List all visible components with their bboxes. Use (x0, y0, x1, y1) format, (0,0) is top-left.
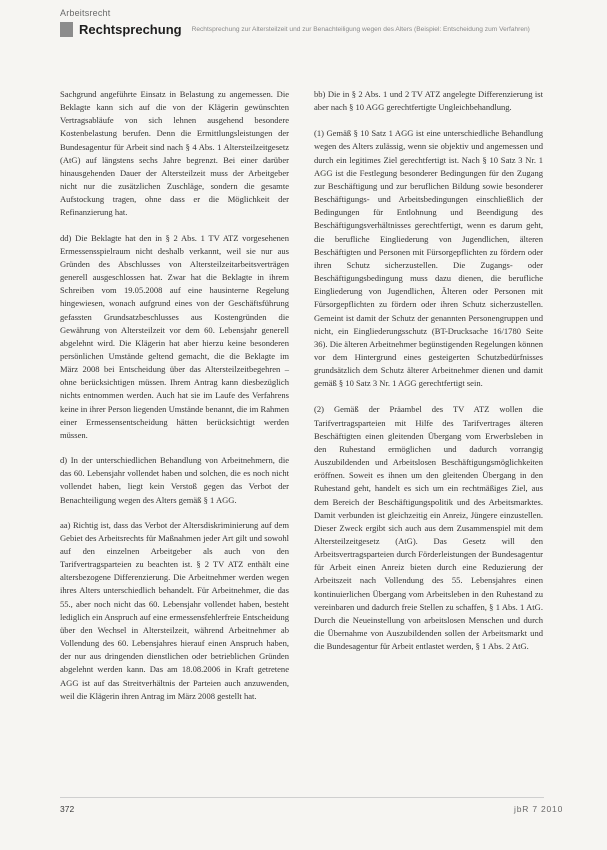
right-column (314, 88, 543, 666)
paragraph: (1) Gemäß § 10 Satz 1 AGG ist eine unterschiedliche Behandlung wegen des Alters zulässig, wenn sie objektiv und angemessen und durch ein legitimes Ziel gerechtfertigt ist. Nach § 10 Satz 3 Nr. 1 AGG ist die Festlegung besonderer Bedingungen für den Zugang zur Beschäftigung und zur beruflichen Bildung sowie besonderer Beschäftigungs- und Arbeitsbedingungen einschließlich der Bedingungen für Entlohnung und Beendigung des Beschäftigungsverhältnisses gerechtfertigt, wenn es darum geht, die berufliche Eingliederung von Jugendlichen, älteren Beschäftigten und Personen mit Fürsorgepflichten zu fördern oder ihren Schutz sicherzustellen. Die Zugangs- oder Beschäftigungsbedingung muss dazu dienen, die berufliche Eingliederung von Jugendlichen, Älteren oder Personen mit Fürsorgepflichten zu fördern oder ihren Schutz sicherzustellen. Gemeint ist damit der Schutz der genannten Personengruppen und nicht, ein Eingliederungsschutz (BT-Drucksache 16/1780 Seite 36). Die älteren Arbeitnehmer begünstigenden Regelungen können vor dem Hintergrund eines gesteigerten Schutzbedürfnisses grundsätzlich dem Schutz älterer Arbeitnehmer dienen und damit gemäß § 10 Satz 3 Nr. 1 AGG gerechtfertigt sein. (314, 128, 543, 389)
rubric-subtitle: Rechtsprechung zur Altersteilzeit und zur Benachteiligung wegen des Alters (Beispiel: Entscheidung zum Verfahren) (191, 26, 530, 33)
paragraph: d) In der unterschiedlichen Behandlung von Arbeitnehmern, die das 60. Lebensjahr vollendet haben und solchen, die es noch nicht vollendet haben, liegt kein Verstoß gegen das Verbot der Benachteiligung wegen des Alters gemäß § 1 AGG. (60, 455, 289, 505)
left-column (60, 88, 289, 715)
paragraph: dd) Die Beklagte hat den in § 2 Abs. 1 TV ATZ vorgesehenen Ermessensspielraum nicht deshalb verkannt, weil sie nur aus Gründen des Abschlusses von Altersteilzeitarbeitsverträgen generell ausgeschlossen hat. Zwar hat die Beklagte in ihrem Schreiben vom 19.05.2008 auf eine hausinterne Regelung hingewiesen, wonach aufgrund eines von der Geschäftsführung gefassten Grundsatzbeschlusses aus Kostengründen die Gewährung von Altersteilzeit vor dem 60. Lebensjahr generell abgelehnt wird. Die Klägerin hat aber hierzu keine besonderen persönlichen Umstände geltend gemacht, die die Beklagte im März 2008 bei Entscheidung über das Altersteilzeitbegehren – ohne berücksichtigen müssen. Ihrem Antrag kann diesbezüglich nichts entnommen werden. Auch hat sie im Laufe des Verfahrens keine in ihrer Person liegenden Umstände benannt, die im Rahmen einer Ermessensentscheidung hätten berücksichtigt werden müssen. (60, 232, 289, 440)
paragraph: aa) Richtig ist, dass das Verbot der Altersdiskriminierung auf dem Gebiet des Arbeitsrechts für Maßnahmen jeder Art gilt und sowohl auf den einzelnen Arbeitgeber als auch von den Tarifvertragsparteien zu beachten ist. § 2 TV ATZ enthält eine altersbezogene Differenzierung. Die Arbeitnehmer werden wegen ihres Alters unterschiedlich behandelt. Für Arbeitnehmer, die das 55., aber noch nicht das 60. Lebensjahr vollendet haben, besteht lediglich ein Anspruch auf eine ermessensfehlerfreie Entscheidung über den Wechsel in Altersteilzeit, während Arbeitnehmer ab Vollendung des 60. Lebensjahres hierauf einen Anspruch haben, der nur aus dringenden dienstlichen oder betrieblichen Gründen abgelehnt werden kann. Das am 18.08.2006 in Kraft getretene AGG ist auf das Streitverhältnis der Parteien auch anzuwenden, weil die Klägerin ihren Antrag im März 2008 gestellt hat. (60, 519, 289, 701)
paragraph: bb) Die in § 2 Abs. 1 und 2 TV ATZ angelegte Differenzierung ist aber nach § 10 AGG gerechtfertigte Ungleichbehandlung. (314, 89, 543, 113)
journal-reference: jbR 7 2010 (514, 804, 564, 814)
paragraph: (2) Gemäß der Präambel des TV ATZ wollen die Tarifvertragsparteien mit Hilfe des Tarifvertrages älteren Beschäftigten einen gleitenden Übergang vom Erwerbsleben in den Ruhestand ermöglichen und dadurch vorrangig Auszubildenden und Arbeitslosen Beschäftigungsmöglichkeiten eröffnen. Soweit es ihnen um den gleitenden Übergang in den Ruhestand geht, handelt es sich um ein rechtmäßiges Ziel, aus dem Bereich der Beschäftigungspolitik und des Arbeitsmarktes. Damit verbunden ist gleichzeitig ein Anreiz, Jüngere einzustellen. Dieser Zweck ergibt sich auch aus dem Zusammenspiel mit dem Altersteilzeitgesetz (AtG). Das Gesetz will den Arbeitsvertragsparteien durch Förderleistungen der Bundesagentur für Arbeit einen Anreiz bieten durch eine Reduzierung der Arbeitszeit nach Vollendung des 55. Lebensjahres einen kontinuierlichen Übergang vom Arbeitsleben in den Ruhestand zu vereinbaren und dadurch freie Stellen zu schaffen, § 1 Abs. 1 AtG. Durch die Neueinstellung von arbeitslosen Menschen und durch die Übernahme von Auszubildenden sollen der Arbeitsmarkt und die Bundesagentur für Arbeit entlastet werden, § 1 Abs. 2 AtG. (314, 404, 543, 652)
page-number: 372 (60, 804, 75, 814)
rubric-marker (60, 22, 73, 37)
footer-divider (60, 797, 544, 798)
section-label: Arbeitsrecht (60, 8, 111, 18)
rubric-header (60, 22, 530, 37)
rubric-title: Rechtsprechung (79, 22, 182, 37)
paragraph: Sachgrund angeführte Einsatz in Belastung zu angemessen. Die Beklagte kann sich auf die von der Klägerin gewünschten Vertragsabläufe von sich lehnen ausgehend besondere Kostenbelastung berufen. Denn die Ermittlungsleistungen der Bundesagentur für Arbeit sind nach § 4 Abs. 1 Altersteilzeitgesetz (AtG) auf längstens sechs Jahre begrenzt. Bei einer darüber hinausgehenden Dauer der Altersteilzeit muss der Arbeitgeber nicht nur die zusätzlichen Zuschläge, sondern die gesamte Aufstockung tragen, ohne dass er die Möglichkeit der Refinanzierung hat. (60, 89, 289, 218)
